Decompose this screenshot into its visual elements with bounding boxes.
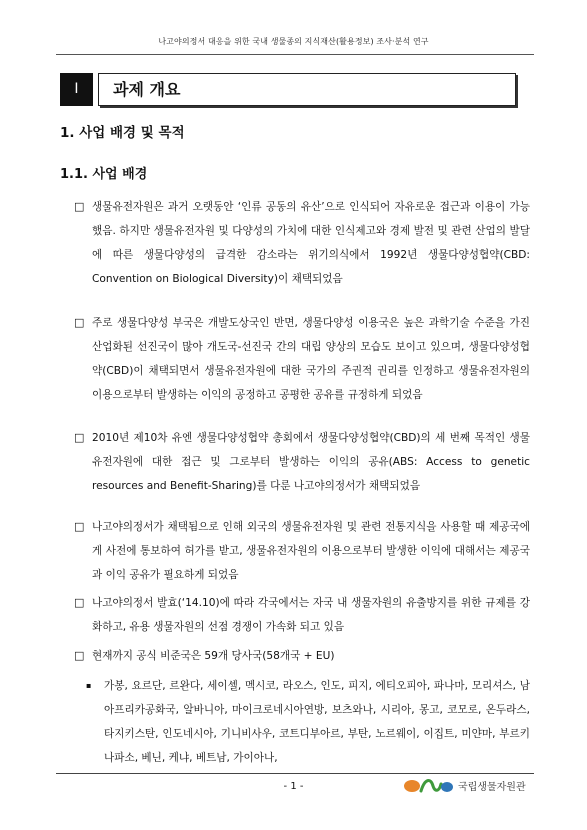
paragraph <box>74 195 530 291</box>
institution-name: 국립생물자원관 <box>458 782 526 793</box>
paragraph <box>74 644 530 668</box>
institution-logo <box>401 774 537 796</box>
box-bullet-icon: □ <box>74 520 85 533</box>
paragraph <box>74 311 530 407</box>
subsection-title: 1.1. 사업 배경 <box>60 167 148 182</box>
chapter-title: 과제 개요 <box>113 80 181 99</box>
chapter-heading <box>60 73 518 106</box>
chapter-title-box <box>98 73 516 106</box>
section-title: 1. 사업 배경 및 목적 <box>60 125 185 141</box>
country-list-text: 가봉, 요르단, 르완다, 세이셸, 멕시코, 라오스, 인도, 피지, 에티오피아, 파나마, 모리셔스, 남아프리카공화국, 알바니아, 마이크로네시아연방, 보츠와나, 시리아, 몽고, 코모로, 온두라스, 타지키스탄, 인도네시아, 기니비사우, 코트디부아르, 부탄, 노르웨이, 이집트, 미얀마, 부르키나파소, 베닌, 케냐, 베트남, 가이아나, <box>104 680 530 764</box>
page-number: - 1 - <box>283 781 304 792</box>
country-list <box>86 674 530 770</box>
box-bullet-icon: □ <box>74 649 85 662</box>
paragraph-text: 현재까지 공식 비준국은 59개 당사국(58개국 + EU) <box>92 650 335 662</box>
paragraph <box>74 591 530 639</box>
header-divider <box>56 54 534 55</box>
box-bullet-icon: □ <box>74 596 85 609</box>
paragraph-text: 나고야의정서가 채택됨으로 인해 외국의 생물유전자원 및 관련 전통지식을 사용할 때 제공국에게 사전에 통보하여 허가를 받고, 생물유전자원의 이용으로부터 발생한 이익에 대해서는 제공국과 이익 공유가 필요하게 되었음 <box>92 521 530 581</box>
paragraph <box>74 515 530 587</box>
box-bullet-icon: □ <box>74 316 85 329</box>
paragraph <box>74 426 530 498</box>
paragraph-text: 나고야의정서 발효(‘14.10)에 따라 각국에서는 자국 내 생물자원의 유출방지를 위한 규제를 강화하고, 유용 생물자원의 선점 경쟁이 가속화 되고 있음 <box>92 597 530 633</box>
chapter-number: I <box>60 73 93 106</box>
logo-mark-icon <box>401 774 455 796</box>
paragraph-text: 2010년 제10차 유엔 생물다양성협약 총회에서 생물다양성협약(CBD)의 세 번째 목적인 생물유전자원에 대한 접근 및 그로부터 발생하는 이익의 공유(ABS: Access to genetic resources and Benefit-Sharing)를 다룬 나고야의정서가 채택되었음 <box>92 432 530 492</box>
paragraph-text: 생물유전자원은 과거 오랫동안 ‘인류 공동의 유산’으로 인식되어 자유로운 접근과 이용이 가능했음. 하지만 생물유전자원 및 다양성의 가치에 대한 인식제고와 경제 발전 및 관련 산업의 발달에 따른 생물다양성의 급격한 감소라는 위기의식에서 1992년 생물다양성협약(CBD: Convention on Biological Diversity)이 채택되었음 <box>92 201 530 285</box>
paragraph-text: 주로 생물다양성 부국은 개발도상국인 반면, 생물다양성 이용국은 높은 과학기술 수준을 가진 산업화된 선진국이 많아 개도국-선진국 간의 대립 양상의 모습도 보이고 있으며, 생물다양성협약(CBD)이 채택되면서 생물유전자원에 대한 국가의 주권적 권리를 인정하고 생물유전자원의 이용으로부터 발생하는 이익의 공정하고 공평한 공유를 규정하게 되었음 <box>92 317 530 401</box>
box-bullet-icon: □ <box>74 431 85 444</box>
box-bullet-icon: □ <box>74 200 85 213</box>
running-header: 나고야의정서 대응을 위한 국내 생물종의 지식재산(활용정보) 조사·분석 연구 <box>158 37 429 46</box>
square-bullet-icon: ▪ <box>86 681 92 690</box>
